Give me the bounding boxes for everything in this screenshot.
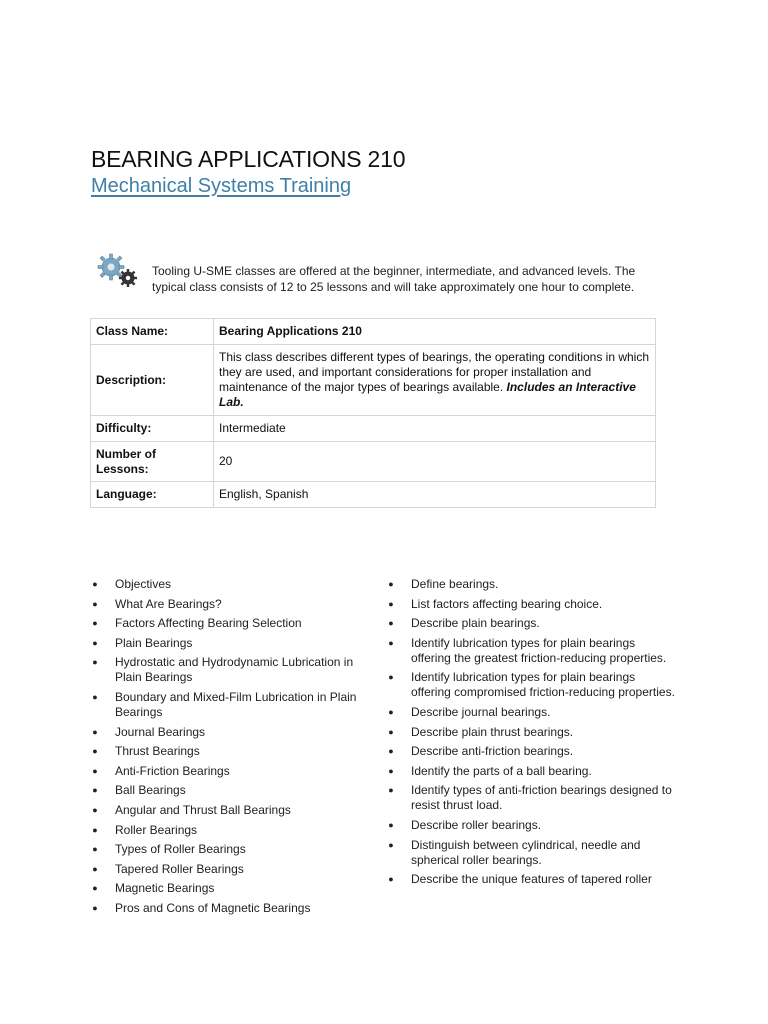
bullet-icon: ● xyxy=(92,902,98,913)
class-name-value: Bearing Applications 210 xyxy=(214,319,656,345)
list-item-text: Describe plain thrust bearings. xyxy=(411,724,574,739)
list-item xyxy=(90,823,380,838)
class-name-label: Class Name: xyxy=(91,319,214,345)
bullet-icon: ● xyxy=(92,863,98,874)
list-item-text: Magnetic Bearings xyxy=(115,881,215,896)
list-item-text: Angular and Thrust Ball Bearings xyxy=(115,802,291,817)
list-item-text: Distinguish between cylindrical, needle and spherical roller bearings. xyxy=(411,837,641,867)
list-item-text: Describe journal bearings. xyxy=(411,704,551,719)
bullet-icon: ● xyxy=(388,706,394,717)
class-info-table xyxy=(90,318,656,508)
list-item xyxy=(386,636,676,666)
lessons-value: 20 xyxy=(214,442,656,482)
bullet-icon: ● xyxy=(388,618,394,629)
list-item xyxy=(386,577,676,592)
bullet-icon: ● xyxy=(388,785,394,796)
list-item xyxy=(386,872,676,887)
list-item-text: Define bearings. xyxy=(411,577,499,591)
list-item xyxy=(386,705,676,720)
table-row xyxy=(91,442,656,482)
bullet-icon: ● xyxy=(92,579,98,589)
intro-text: Tooling U-SME classes are offered at the beginner, intermediate, and advanced levels. The typical class consists of 12 to 25 lessons and will take approximately one hour to complete. xyxy=(152,264,636,294)
list-item-text: Identify types of anti-friction bearings designed to resist thrust load. xyxy=(411,783,672,813)
bullet-icon: ● xyxy=(92,804,98,815)
bullet-icon: ● xyxy=(388,746,394,757)
bullet-icon: ● xyxy=(388,637,394,648)
bullet-icon: ● xyxy=(92,785,98,796)
bullet-icon: ● xyxy=(92,618,98,629)
list-item xyxy=(386,838,676,868)
lessons-label: Number of Lessons: xyxy=(91,442,214,482)
list-item-text: Describe plain bearings. xyxy=(411,616,540,631)
list-item xyxy=(90,616,380,631)
difficulty-label: Difficulty: xyxy=(91,416,214,442)
table-row xyxy=(91,345,656,416)
list-item-text: Describe the unique features of tapered roller xyxy=(411,872,652,887)
list-item-text: Identify the parts of a ball bearing. xyxy=(411,763,592,778)
bullet-icon: ● xyxy=(92,726,98,737)
list-item-text: Ball Bearings xyxy=(115,783,186,798)
bullet-icon: ● xyxy=(92,883,98,894)
list-item xyxy=(90,901,380,916)
list-item xyxy=(90,577,380,592)
description-value: This class describes different types of bearings, the operating conditions in which they are used, and important considerations for proper installation and maintenance of the major types of bearings available. Includes an Interactive Lab. xyxy=(214,345,656,416)
bullet-icon: ● xyxy=(388,839,394,850)
lessons-list xyxy=(90,577,380,921)
list-item xyxy=(90,725,380,740)
list-item xyxy=(90,783,380,798)
list-item-text: Factors Affecting Bearing Selection xyxy=(115,616,302,631)
table-row xyxy=(91,482,656,508)
list-item xyxy=(90,842,380,857)
list-item-text: Objectives xyxy=(115,577,172,591)
list-item-text: Anti-Friction Bearings xyxy=(115,763,230,778)
bullet-icon: ● xyxy=(92,657,98,668)
list-item xyxy=(90,764,380,779)
bullet-icon: ● xyxy=(388,579,394,589)
table-row xyxy=(91,416,656,442)
table-row xyxy=(91,319,656,345)
subtitle-link[interactable]: Mechanical Systems Training xyxy=(91,175,352,197)
language-label: Language: xyxy=(91,482,214,508)
list-item-text: List factors affecting bearing choice. xyxy=(411,596,603,611)
language-value: English, Spanish xyxy=(214,482,656,508)
bullet-icon: ● xyxy=(92,765,98,776)
bullet-icon: ● xyxy=(92,637,98,648)
list-item xyxy=(90,655,380,685)
list-item-text: Boundary and Mixed-Film Lubrication in Plain Bearings xyxy=(115,689,357,719)
objectives-list xyxy=(386,577,676,892)
list-item-text: Identify lubrication types for plain bearings offering the greatest friction-reducing properties. xyxy=(411,635,667,665)
list-item xyxy=(386,764,676,779)
list-item xyxy=(90,881,380,896)
bullet-icon: ● xyxy=(388,672,394,683)
bullet-icon: ● xyxy=(92,844,98,855)
bullet-icon: ● xyxy=(92,691,98,702)
list-item-text: Describe roller bearings. xyxy=(411,817,542,832)
bullet-icon: ● xyxy=(388,874,394,885)
list-item xyxy=(90,744,380,759)
list-item xyxy=(90,690,380,720)
list-item-text: Roller Bearings xyxy=(115,822,198,837)
bullet-icon: ● xyxy=(92,824,98,835)
list-item xyxy=(386,744,676,759)
list-item xyxy=(386,725,676,740)
list-item-text: Thrust Bearings xyxy=(115,744,200,759)
list-item xyxy=(386,818,676,833)
list-item xyxy=(386,670,676,700)
bullet-icon: ● xyxy=(388,598,394,609)
bullet-icon: ● xyxy=(388,726,394,737)
list-item-text: Describe anti-friction bearings. xyxy=(411,744,574,759)
page-title: BEARING APPLICATIONS 210 xyxy=(91,146,406,172)
bullet-icon: ● xyxy=(92,746,98,757)
list-item-text: Journal Bearings xyxy=(115,724,206,739)
list-item-text: Pros and Cons of Magnetic Bearings xyxy=(115,900,311,915)
difficulty-value: Intermediate xyxy=(214,416,656,442)
list-item-text: Identify lubrication types for plain bearings offering compromised friction-reducing properties. xyxy=(411,670,675,700)
description-label: Description: xyxy=(91,345,214,416)
list-item xyxy=(386,783,676,813)
list-item-text: Types of Roller Bearings xyxy=(115,842,246,857)
list-item-text: Plain Bearings xyxy=(115,635,193,650)
bullet-icon: ● xyxy=(388,819,394,830)
list-item xyxy=(90,803,380,818)
list-item xyxy=(90,636,380,651)
bullet-icon: ● xyxy=(388,765,394,776)
list-item-text: Tapered Roller Bearings xyxy=(115,861,244,876)
bullet-icon: ● xyxy=(92,598,98,609)
list-item xyxy=(386,597,676,612)
gears-icon xyxy=(94,252,142,292)
list-item xyxy=(90,862,380,877)
list-item xyxy=(90,597,380,612)
list-item-text: Hydrostatic and Hydrodynamic Lubrication in Plain Bearings xyxy=(115,655,354,685)
list-item xyxy=(386,616,676,631)
list-item-text: What Are Bearings? xyxy=(115,596,222,611)
